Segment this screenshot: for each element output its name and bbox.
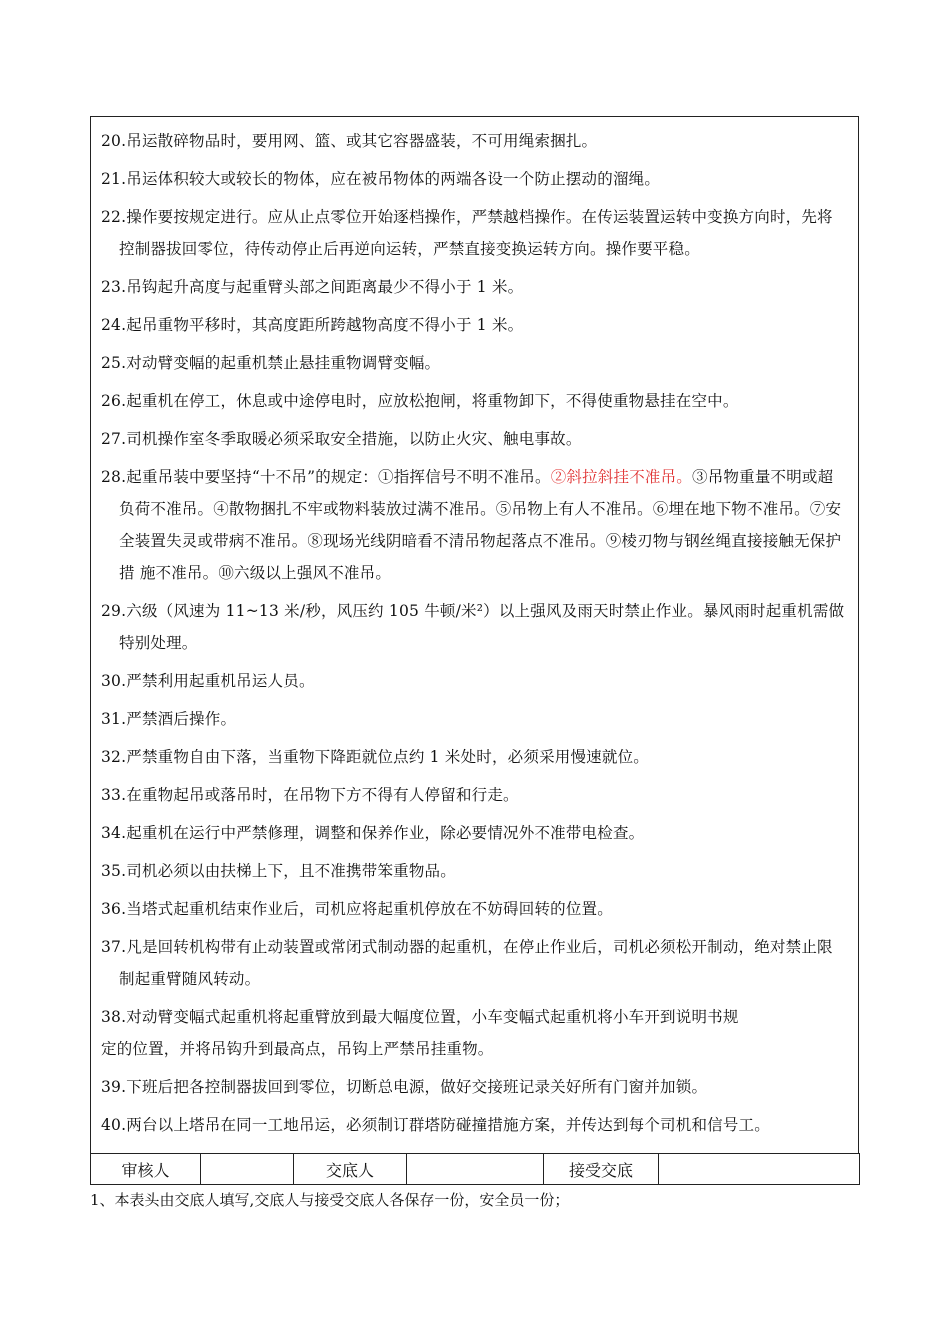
footnote: 1、本表头由交底人填写,交底人与接受交底人各保存一份，安全员一份； <box>90 1191 570 1209</box>
rule-item: 37.凡是回转机构带有止动装置或常闭式制动器的起重机，在停止作业后，司机必须松开制动，绝对禁止限制起重臂随风转动。 <box>101 938 833 988</box>
signature-row <box>91 1154 860 1185</box>
rule-item: 21.吊运体积较大或较长的物体，应在被吊物体的两端各设一个防止摆动的溜绳。 <box>101 170 661 188</box>
signature-table <box>90 1153 860 1185</box>
rule-highlight: ②斜拉斜挂不准吊。 <box>550 468 693 486</box>
rule-item: 31.严禁酒后操作。 <box>101 710 237 728</box>
rule-item: 25.对动臂变幅的起重机禁止悬挂重物调臂变幅。 <box>101 354 441 372</box>
rules-content <box>90 116 859 1153</box>
rule-item: 39.下班后把各控制器拔回到零位，切断总电源，做好交接班记录关好所有门窗并加锁。 <box>101 1078 708 1096</box>
receiver-field[interactable] <box>659 1154 860 1185</box>
rule-item: 22.操作要按规定进行。应从止点零位开始逐档操作，严禁越档操作。在传运装置运转中变换方向时，先将控制器拔回零位，待传动停止后再逆向运转，严禁直接变换运转方向。操作要平稳。 <box>101 208 833 258</box>
rule-item: 40.两台以上塔吊在同一工地吊运，必须制订群塔防碰撞措施方案，并传达到每个司机和信号工。 <box>101 1116 770 1134</box>
rule-text: 28.起重吊装中要坚持“十不吊”的规定：①指挥信号不明不准吊。 <box>101 468 551 486</box>
rule-item: 20.吊运散碎物品时，要用网、篮、或其它容器盛装，不可用绳索捆扎。 <box>101 132 598 150</box>
reviewer-field[interactable] <box>201 1154 294 1185</box>
rule-item: 27.司机操作室冬季取暖必须采取安全措施，以防止火灾、触电事故。 <box>101 430 582 448</box>
rule-item: 35.司机必须以由扶梯上下，且不准携带笨重物品。 <box>101 862 456 880</box>
rule-item: 33.在重物起吊或落吊时，在吊物下方不得有人停留和行走。 <box>101 786 519 804</box>
disclosure-sheet <box>90 116 859 1185</box>
rule-item: 34.起重机在运行中严禁修理，调整和保养作业，除必要情况外不准带电检查。 <box>101 824 645 842</box>
rule-item: 23.吊钩起升高度与起重臂头部之间距离最少不得小于 1 米。 <box>101 278 524 296</box>
discloser-label: 交底人 <box>294 1154 407 1185</box>
rule-item: 32.严禁重物自由下落，当重物下降距就位点约 1 米处时，必须采用慢速就位。 <box>101 748 649 766</box>
discloser-field[interactable] <box>407 1154 544 1185</box>
rule-item: 29.六级（风速为 11~13 米/秒，风压约 105 牛顿/米²）以上强风及雨天时禁止作业。暴风雨时起重机需做特别处理。 <box>101 602 845 652</box>
rule-item: 26.起重机在停工，休息或中途停电时，应放松抱闸，将重物卸下，不得使重物悬挂在空中。 <box>101 392 739 410</box>
rule-item-ten-no-lift <box>101 461 848 589</box>
rule-item: 38.对动臂变幅式起重机将起重臂放到最大幅度位置，小车变幅式起重机将小车开到说明书规 <box>101 1008 739 1026</box>
rule-item: 30.严禁利用起重机吊运人员。 <box>101 672 315 690</box>
reviewer-label: 审核人 <box>91 1154 201 1185</box>
rule-text: ③吊物重量不明或超负荷不准吊。④散物捆扎不牢或物料装放过满不准吊。⑤吊物上有人不准吊。⑥埋在地下物不准吊。⑦安全装置失灵或带病不准吊。⑧现场光线阴暗看不清吊物起落点不准吊。⑨棱刃物与钢丝绳直接接触无保护措 施不准吊。⑩六级以上强风不准吊。 <box>119 468 842 582</box>
receiver-label: 接受交底 <box>544 1154 659 1185</box>
rule-item-continuation: 定的位置，并将吊钩升到最高点，吊钩上严禁吊挂重物。 <box>101 1040 494 1058</box>
rule-item: 36.当塔式起重机结束作业后，司机应将起重机停放在不妨碍回转的位置。 <box>101 900 613 918</box>
rule-item: 24.起吊重物平移时，其高度距所跨越物高度不得小于 1 米。 <box>101 316 524 334</box>
